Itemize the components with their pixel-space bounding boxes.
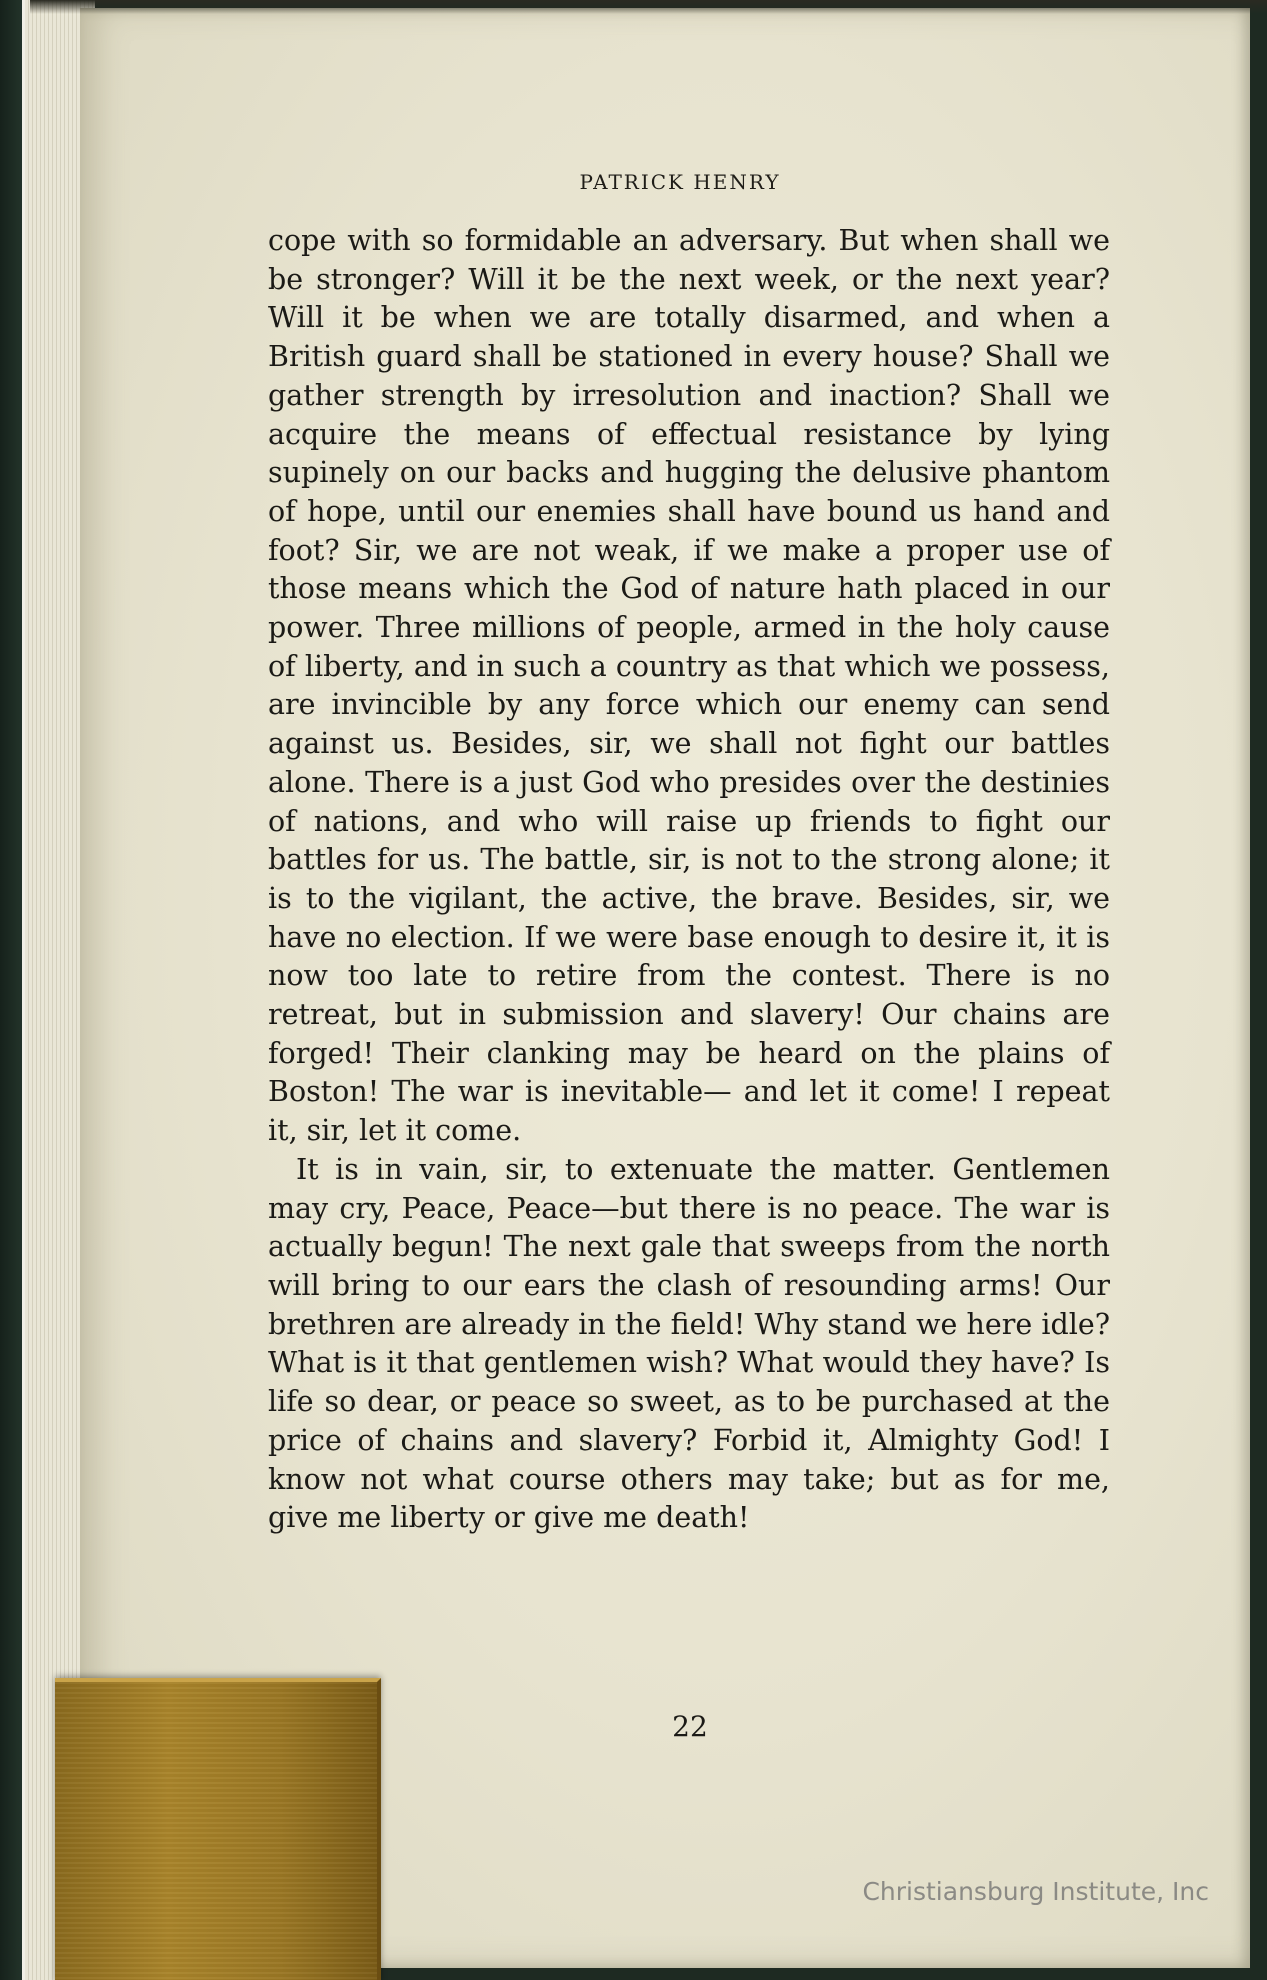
body-text <box>268 222 1110 1538</box>
paragraph: It is in vain, sir, to extenuate the matter. Gentlemen may cry, Peace, Peace—but there is no peace. The war is actually begun! The next gale that sweeps from the north will bring to our ears the clash of resounding arms! Our brethren are already in the field! Why stand we here idle? What is it that gentlemen wish? What would they have? Is life so dear, or peace so sweet, as to be purchased at the price of chains and slavery? Forbid it, Almighty God! I know not what course others may take; but as for me, give me liberty or give me death! <box>268 1152 1110 1535</box>
running-head: PATRICK HENRY <box>579 170 781 194</box>
watermark: Christiansburg Institute, Inc <box>862 1877 1209 1906</box>
paragraph: cope with so formidable an adversary. But when shall we be stronger? Will it be the next week, or the next year? Will it be when we are totally disarmed, and when a British guard shall be stationed in every house? Shall we gather strength by irresolution and inaction? Shall we acquire the means of effectual resistance by lying supinely on our backs and hugging the delusive phantom of hope, until our enemies shall have bound us hand and foot? Sir, we are not weak, if we make a proper use of those means which the God of nature hath placed in our power. Three millions of people, armed in the holy cause of liberty, and in such a country as that which we possess, are invincible by any force which our enemy can send against us. Besides, sir, we shall not fight our battles alone. There is a just God who presides over the destinies of nations, and who will raise up friends to fight our battles for us. The battle, sir, is not to the strong alone; it is to the vigilant, the active, the brave. Besides, sir, we have no election. If we were base enough to desire it, it is now too late to retire from the contest. There is no retreat, but in submission and slavery! Our chains are forged! Their clanking may be heard on the plains of Boston! The war is inevitable— and let it come! I repeat it, sir, let it come. <box>268 224 1110 1148</box>
bookmark <box>55 1678 381 1980</box>
top-shadow <box>30 0 1267 14</box>
page-number: 22 <box>672 1710 708 1743</box>
